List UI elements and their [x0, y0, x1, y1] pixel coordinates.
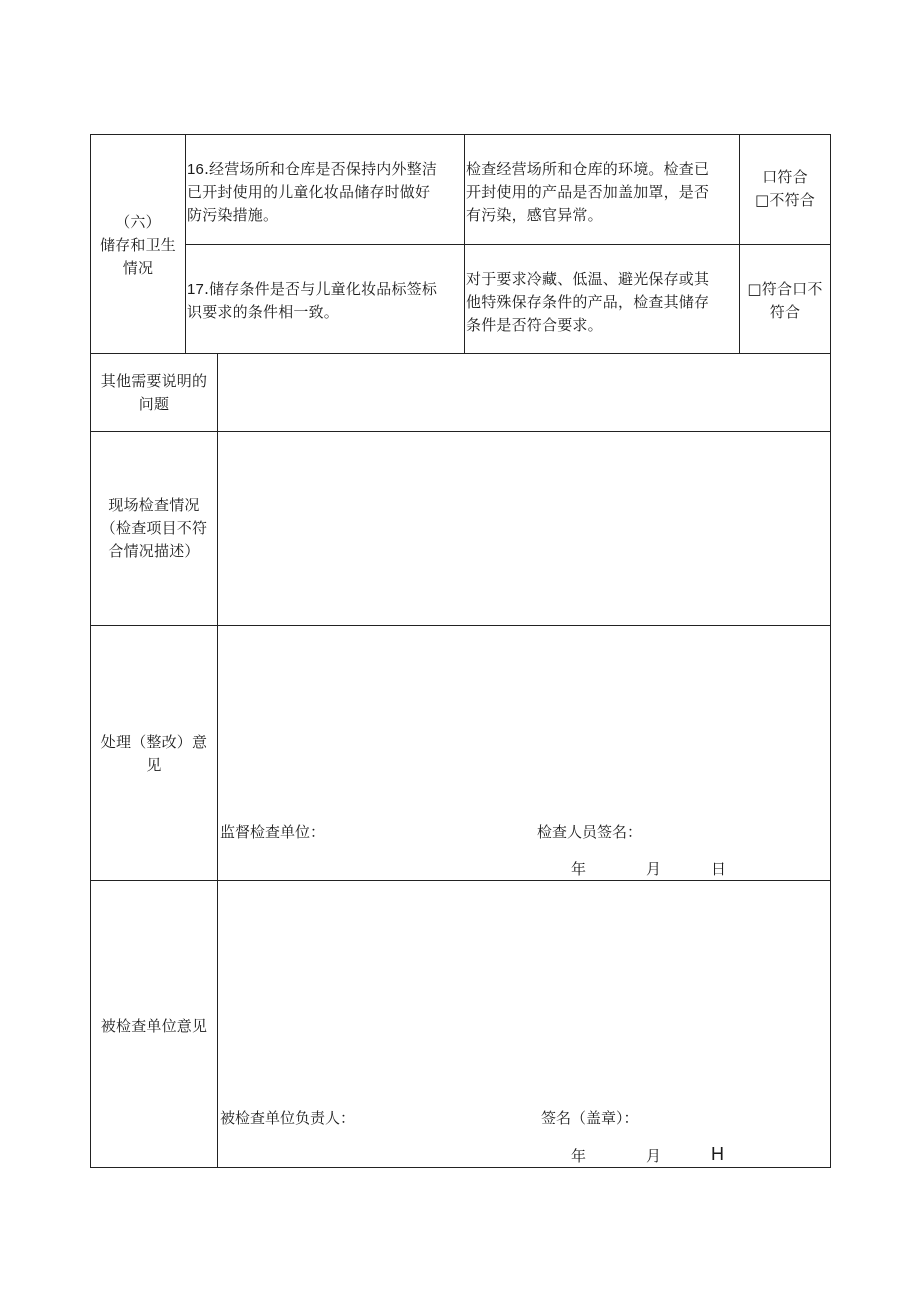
table-left-border: [90, 134, 91, 1168]
item-17-requirement-line2: 识要求的条件相一致。: [187, 303, 340, 321]
item-16-method-line1: 检查经营场所和仓库的环境。检查已: [466, 160, 710, 178]
item-16-result-conform-option[interactable]: 口符合: [762, 168, 808, 186]
handling-label-line2: 见: [146, 756, 162, 774]
item-17-method-line2: 他特殊保存条件的产品，检查其储存: [466, 293, 710, 311]
other-issues-label: [91, 370, 217, 416]
inspected-date-month: 月: [646, 1147, 662, 1165]
other-issues-label-line1: 其他需要说明的: [100, 372, 208, 390]
item-16-result[interactable]: [740, 166, 830, 212]
onsite-label: [91, 494, 217, 563]
table-right-border: [830, 134, 831, 1168]
inspected-sign-label: 签名（盖章）：: [541, 1109, 639, 1127]
table-top-border: [90, 134, 831, 135]
handling-date-day: 日: [711, 860, 727, 878]
onsite-label-line2: （检查项目不符: [100, 519, 208, 537]
row-divider-item-17: [185, 244, 831, 245]
item-17-result-line1[interactable]: □符合口不: [747, 280, 823, 298]
col-divider-requirement: [185, 134, 186, 354]
item-17-method: [466, 268, 709, 337]
handling-inspector-label: 检查人员签名：: [537, 823, 643, 841]
col-divider-method: [464, 134, 465, 354]
section-six-label-line1: （六）: [115, 213, 161, 231]
item-16-requirement: [187, 158, 437, 227]
table-bottom-border: [90, 1167, 831, 1168]
handling-label: [91, 731, 217, 777]
item-17-requirement-line1: .储存条件是否与儿童化妆品标签标: [204, 280, 438, 298]
item-17-method-line1: 对于要求冷藏、低温、避光保存或其: [466, 270, 710, 288]
handling-label-line1: 处理（整改）意: [100, 733, 208, 751]
handling-date-month: 月: [646, 860, 662, 878]
item-16-requirement-line1: .经营场所和仓库是否保持内外整洁: [204, 160, 438, 178]
section-six-label-line2: 储存和卫生: [99, 236, 176, 254]
item-16-result-nonconform-option[interactable]: □不符合: [755, 191, 815, 209]
other-issues-label-line2: 问题: [138, 395, 170, 413]
onsite-field[interactable]: [218, 432, 830, 625]
item-17-result[interactable]: [740, 278, 830, 324]
inspected-date-day: H: [711, 1144, 724, 1164]
section-six-label-line3: 情况: [122, 259, 154, 277]
inspected-person-label: 被检查单位负责人：: [220, 1109, 356, 1127]
item-17-requirement: [187, 278, 437, 324]
handling-field[interactable]: [218, 626, 830, 816]
item-16-method-line2: 开封使用的产品是否加盖加罩，是否: [466, 183, 710, 201]
item-17-number: 17: [187, 281, 205, 298]
item-17-result-line2[interactable]: 符合: [769, 303, 801, 321]
handling-date-year: 年: [571, 860, 587, 878]
item-17-method-line3: 条件是否符合要求。: [466, 316, 603, 334]
other-issues-field[interactable]: [218, 354, 830, 431]
item-16-method: [466, 158, 709, 227]
item-16-method-line3: 有污染，感官异常。: [466, 206, 603, 224]
handling-unit-label: 监督检查单位：: [220, 823, 326, 841]
section-six-label: [91, 211, 185, 280]
inspected-label: 被检查单位意见: [100, 1017, 208, 1035]
item-16-requirement-line2: 已开封使用的儿童化妆品储存时做好: [187, 183, 431, 201]
onsite-label-line3: 合情况描述）: [108, 542, 200, 560]
inspected-field[interactable]: [218, 881, 830, 1103]
inspected-date-year: 年: [571, 1147, 587, 1165]
item-16-number: 16: [187, 161, 205, 178]
onsite-label-line1: 现场检查情况: [108, 496, 200, 514]
item-16-requirement-line3: 防污染措施。: [187, 206, 279, 224]
